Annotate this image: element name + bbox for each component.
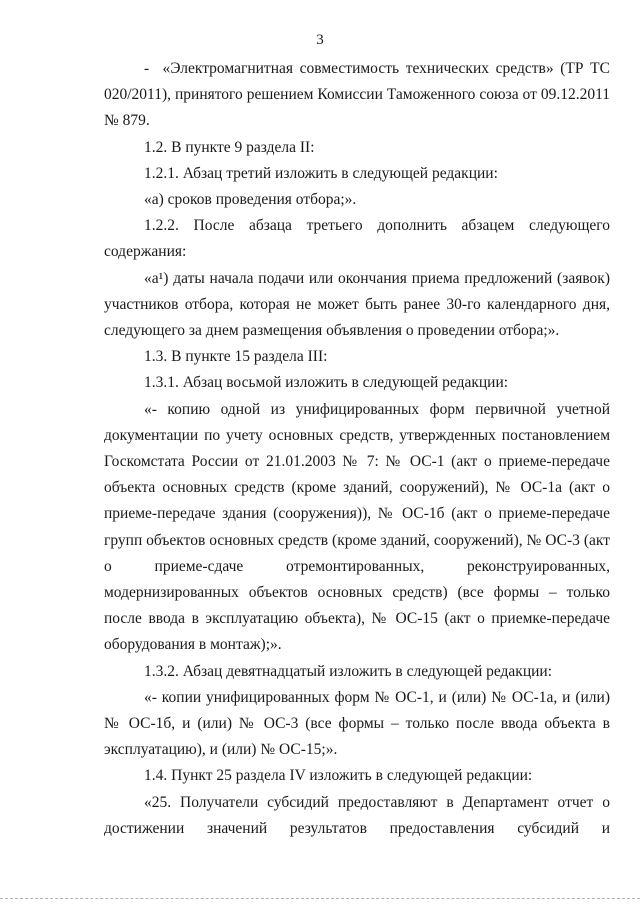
paragraph-quote-forms-list: «- копию одной из унифицированных форм первичной учетной документации по учету основных средств, утвержденных постановлением Госкомстата России от 21.01.2003 № 7: № ОС-1 (акт о приеме-передаче объекта основных средств (кроме зданий, сооружений), № ОС-1а (акт о приеме-передаче здания (сооружения)), № ОС-1б (акт о приеме-передаче групп объектов основных средств (кроме зданий, сооружений), № ОС-3 (акт о приеме-сдаче отремонтированных, реконструированных, модернизированных объектов основных средств) (все формы – только после ввода в эксплуатацию объекта), № ОС-15 (акт о приемке-передаче оборудования в монтаж);». [104,400,610,654]
paragraph-section-1-2-1: 1.2.1. Абзац третий изложить в следующей редакции: [144,164,498,182]
paragraph-quote-a1: «а¹) даты начала подачи или окончания приема предложений (заявок) участников отбора, которая не может быть ранее 30-го календарного дня, следующего за днем размещения объявления о проведении отбора;». [104,269,610,340]
document-body [104,56,610,842]
paragraph-section-1-3: 1.3. В пункте 15 раздела III: [144,348,328,366]
paragraph-quote-a: «а) сроков проведения отбора;». [144,191,357,209]
paragraph-section-1-4: 1.4. Пункт 25 раздела IV изложить в следующей редакции: [144,767,533,785]
paragraph-quote-forms-copies: «- копии унифицированных форм № ОС-1, и (или) № ОС-1а, и (или) № ОС-1б, и (или) № ОС-3 (все формы – только после ввода объекта в эксплуатацию), и (или) № ОС-15;». [104,688,610,759]
paragraph-section-1-3-2: 1.3.2. Абзац девятнадцатый изложить в следующей редакции: [144,662,553,680]
paragraph-technical-regulation: - «Электромагнитная совместимость технических средств» (ТР ТС 020/2011), принятого решением Комиссии Таможенного союза от 09.12.2011 № 879. [104,60,610,130]
paragraph-quote-25: «25. Получатели субсидий предоставляют в Департамент отчет о достижении значений результатов предоставления субсидий и [104,793,610,837]
paragraph-section-1-2: 1.2. В пункте 9 раздела II: [144,138,315,156]
page-number: 3 [316,32,324,48]
paragraph-section-1-3-1: 1.3.1. Абзац восьмой изложить в следующей редакции: [144,374,509,392]
page-bottom-divider [0,898,640,899]
paragraph-section-1-2-2: 1.2.2. После абзаца третьего дополнить абзацем следующего содержания: [104,217,610,261]
